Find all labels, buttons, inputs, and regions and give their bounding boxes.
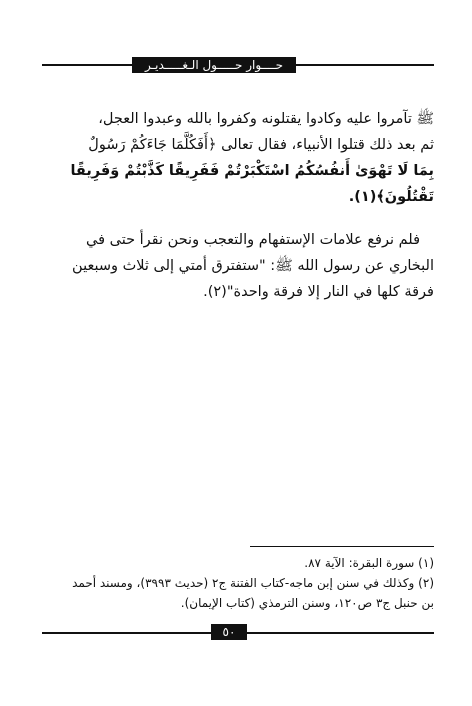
footnotes	[44, 553, 434, 613]
running-header: حــــوار حـــــول الـغـــــديـر	[132, 57, 296, 73]
paragraph-2	[44, 227, 434, 305]
footnote-2: (٢) وكذلك في سنن إبن ماجه-كتاب الفتنة ج٢ (حديث ٣٩٩٣)، ومسند أحمد	[72, 576, 434, 590]
quran-verse-line: بِمَا لَا تَهْوَىٰ أَنفُسُكُمُ اسْتَكْبَرْتُمْ فَفَرِيقًا كَذَّبْتُمْ وَفَرِيقًا	[70, 163, 434, 179]
footnote-2-continued: بن حنبل ج٣ ص١٢٠، وسنن الترمذي (كتاب الإيمان).	[180, 596, 434, 610]
paragraph-2-line: فلم نرفع علامات الإستفهام والتعجب ونحن نقرأ حتى في	[85, 232, 420, 248]
paragraph-2-line: فرقة كلها في النار إلا فرقة واحدة"(٢).	[203, 284, 434, 300]
footnote-1: (١) سورة البقرة: الآية ٨٧.	[304, 556, 434, 570]
paragraph-1	[44, 106, 434, 210]
paragraph-1-line: ثم بعد ذلك قتلوا الأنبياء، فقال تعالى ﴿أَفَكُلَّمَا جَاءَكُمْ رَسُولٌ	[88, 137, 434, 153]
paragraph-2-line: البخاري عن رسول الله ﷺ: "ستفترق أمتي إلى ثلاث وسبعين	[72, 258, 434, 274]
quran-verse-line: تَقْتُلُونَ﴾(١).	[348, 189, 434, 205]
page-number: ٥٠	[211, 624, 247, 640]
footnote-separator	[250, 546, 434, 547]
paragraph-1-line: ﷺ تآمروا عليه وكادوا يقتلونه وكفروا بالله وعبدوا العجل،	[98, 111, 434, 127]
